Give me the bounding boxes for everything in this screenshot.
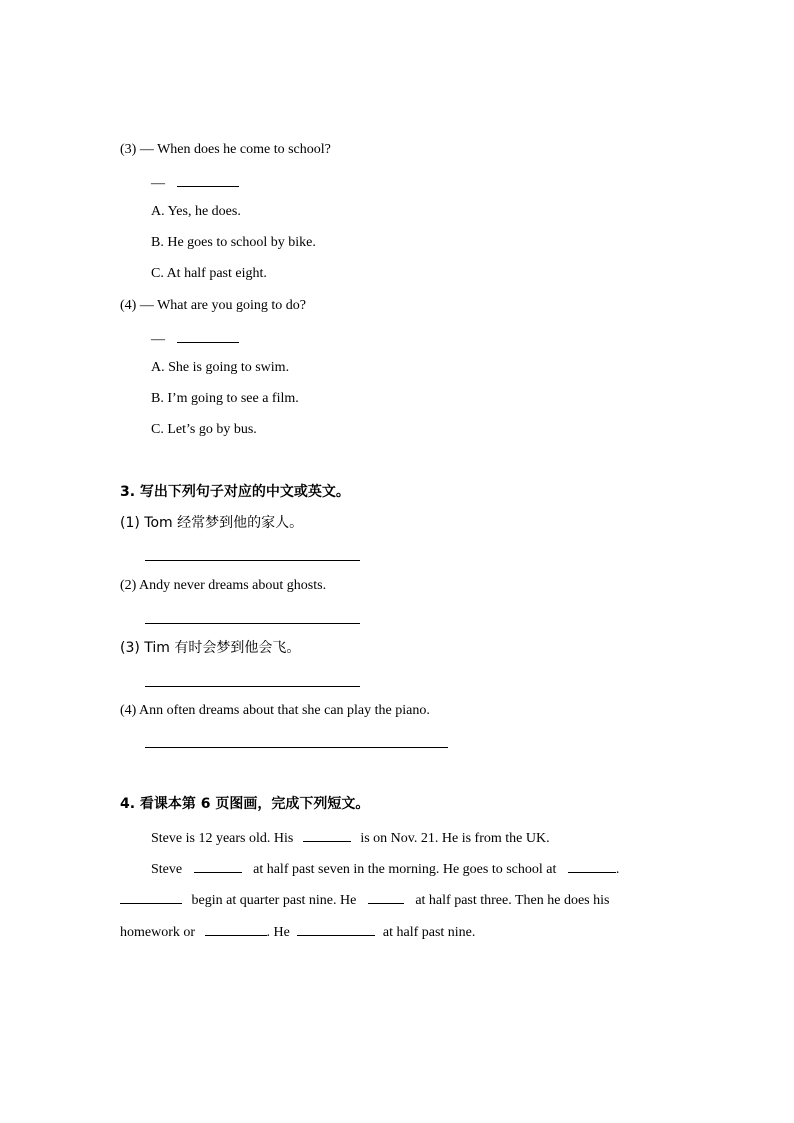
answer-dash: —: [151, 176, 165, 191]
section-3-item-4: (4) Ann often dreams about that she can play the piano.: [120, 703, 430, 718]
answer-line-3[interactable]: [145, 686, 360, 687]
blank-classes[interactable]: [120, 889, 182, 904]
section-3-title: 3. 写出下列句子对应的中文或英文。: [120, 484, 350, 500]
blank-school-time[interactable]: [568, 858, 616, 873]
question-4-prompt: (4) — What are you going to do?: [120, 298, 306, 313]
section-4-title: 4. 看课本第 6 页图画，完成下列短文。: [120, 796, 370, 812]
section-3-item-1: (1) Tom 经常梦到他的家人。: [120, 515, 304, 531]
section-3-item-3: (3) Tim 有时会梦到他会飞。: [120, 640, 301, 656]
question-4-option-b: B. I’m going to see a film.: [151, 391, 299, 406]
question-3-option-a: A. Yes, he does.: [151, 204, 241, 219]
question-4-option-a: A. She is going to swim.: [151, 360, 290, 375]
passage-text: at half past three. Then he does his: [415, 893, 610, 908]
passage-line-3: [120, 889, 609, 910]
passage-line-1: [151, 827, 550, 848]
question-3-option-b: B. He goes to school by bike.: [151, 235, 316, 250]
blank-goes-home[interactable]: [368, 889, 404, 904]
passage-text: is on Nov. 21. He is from the UK.: [360, 831, 550, 846]
question-4-answer-line: [151, 328, 239, 349]
blank-goes-to-bed[interactable]: [297, 921, 375, 936]
passage-text: begin at quarter past nine. He: [191, 893, 357, 908]
passage-text: Steve: [151, 862, 183, 877]
passage-text: Steve is 12 years old. His: [151, 831, 294, 846]
passage-line-4: [120, 921, 475, 942]
section-3-item-2: (2) Andy never dreams about ghosts.: [120, 578, 327, 593]
blank-gets-up[interactable]: [194, 858, 242, 873]
question-3-prompt: (3) — When does he come to school?: [120, 142, 331, 157]
blank-birthday[interactable]: [303, 827, 351, 842]
question-3-answer-line: [151, 172, 239, 193]
passage-text: .: [615, 862, 620, 877]
answer-line-4[interactable]: [145, 747, 448, 748]
answer-blank[interactable]: [177, 328, 239, 343]
question-3-option-c: C. At half past eight.: [151, 266, 267, 281]
blank-activity[interactable]: [205, 921, 267, 936]
answer-line-2[interactable]: [145, 623, 360, 624]
passage-text: at half past seven in the morning. He goes to school at: [253, 862, 557, 877]
answer-blank[interactable]: [177, 172, 239, 187]
passage-text: homework or: [120, 925, 196, 940]
answer-dash: —: [151, 332, 165, 347]
passage-line-2: [151, 858, 619, 879]
answer-line-1[interactable]: [145, 560, 360, 561]
question-4-option-c: C. Let’s go by bus.: [151, 422, 257, 437]
passage-text: at half past nine.: [382, 925, 476, 940]
passage-text: . He: [266, 925, 290, 940]
